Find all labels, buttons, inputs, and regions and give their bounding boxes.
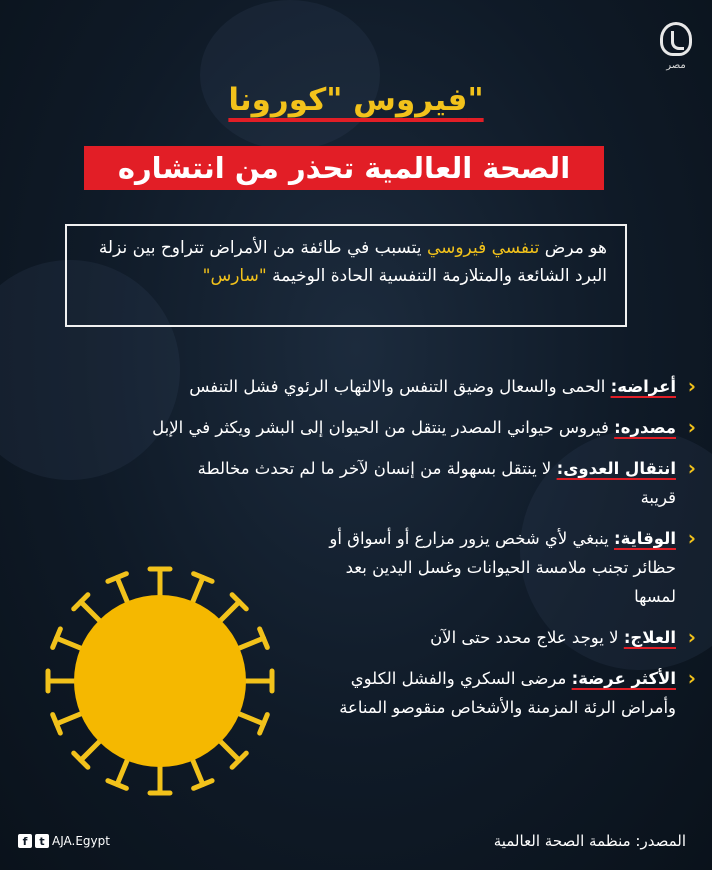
intro-text: يتسبب في طائفة من الأمراض تتراوح بين نزلة البرد الشائعة والمتلازمة التنفسية الحادة الوخيمة: [98, 238, 607, 286]
brand-logo: [655, 22, 697, 71]
chevron-icon: ‹: [687, 415, 696, 439]
list-item-text: [326, 524, 676, 611]
subheadline-text: الصحة العالمية تحذر من انتشاره: [117, 151, 571, 185]
list-item-label: مصدره:: [614, 418, 676, 437]
chevron-icon: ‹: [687, 456, 696, 480]
virus-spike: [219, 602, 239, 622]
list-item-text: [430, 623, 676, 652]
twitter-icon: t: [35, 834, 49, 848]
virus-illustration-icon: [40, 546, 280, 816]
source-credit: المصدر: منظمة الصحة العالمية: [493, 832, 686, 850]
facebook-icon: f: [18, 834, 32, 848]
virus-spike: [192, 759, 203, 785]
virus-spike-cap: [260, 629, 268, 647]
virus-spike: [219, 740, 239, 760]
virus-spike-cap: [260, 715, 268, 733]
list-item-text: [196, 454, 676, 512]
virus-spike: [117, 759, 128, 785]
list-item: [36, 454, 696, 512]
list-item: [36, 413, 696, 442]
virus-spike: [57, 638, 83, 649]
list-item-body: مرضى السكري والفشل الكلوي وأمراض الرئة المزمنة والأشخاص منقوصو المناعة: [339, 669, 676, 717]
list-item-text: [152, 413, 676, 442]
list-item-body: ينبغي لأي شخص يزور مزارع أو أسواق أو حظائر تجنب ملامسة الحيوانات وغسل اليدين بعد لمسها: [329, 529, 676, 606]
list-item-label: الأكثر عرضة:: [571, 669, 676, 688]
intro-box: [65, 224, 627, 327]
virus-spike-cap: [53, 629, 61, 647]
list-item-text: [189, 372, 676, 401]
virus-spike-cap: [108, 574, 126, 582]
list-item-text: [336, 664, 676, 722]
handle-text: AJA.Egypt: [52, 834, 110, 848]
background-shape: [200, 0, 380, 150]
headline-text: فيروس "كورونا": [228, 82, 484, 118]
list-item-body: الحمى والسعال وضيق التنفس والالتهاب الرئوي فشل التنفس: [189, 377, 611, 396]
social-handle: [18, 834, 110, 848]
logo-subtitle: مصر: [666, 60, 686, 71]
list-item-body: لا يوجد علاج محدد حتى الآن: [430, 628, 624, 647]
virus-spike-cap: [108, 781, 126, 789]
intro-highlight: تنفسي فيروسي: [426, 238, 540, 258]
list-item-label: انتقال العدوى:: [556, 459, 676, 478]
list-item-body: لا ينتقل بسهولة من إنسان لآخر ما لم تحدث مخالطة قريبة: [197, 459, 676, 507]
intro-text: هو مرض: [539, 238, 607, 258]
list-item-label: العلاج:: [623, 628, 676, 647]
virus-spike: [57, 713, 83, 724]
headline: [0, 82, 712, 118]
list-item-label: الوقاية:: [614, 529, 676, 548]
list-item-label: أعراضه:: [610, 377, 676, 396]
virus-spike: [81, 602, 101, 622]
subheadline-banner: [84, 146, 604, 190]
virus-spike-cap: [53, 715, 61, 733]
virus-spike-cap: [194, 574, 212, 582]
virus-spike: [192, 578, 203, 604]
chevron-icon: ‹: [687, 625, 696, 649]
list-item-body: فيروس حيواني المصدر ينتقل من الحيوان إلى البشر ويكثر في الإبل: [152, 418, 615, 437]
chevron-icon: ‹: [687, 374, 696, 398]
virus-spike: [81, 740, 101, 760]
virus-spike-cap: [194, 781, 212, 789]
intro-highlight: "سارس": [202, 266, 267, 286]
chevron-icon: ‹: [687, 666, 696, 690]
virus-spike: [117, 578, 128, 604]
chevron-icon: ‹: [687, 526, 696, 550]
virus-body: [74, 595, 246, 767]
virus-spike: [238, 713, 264, 724]
list-item: [36, 372, 696, 401]
virus-spike: [238, 638, 264, 649]
aljazeera-logo-icon: [660, 22, 692, 56]
